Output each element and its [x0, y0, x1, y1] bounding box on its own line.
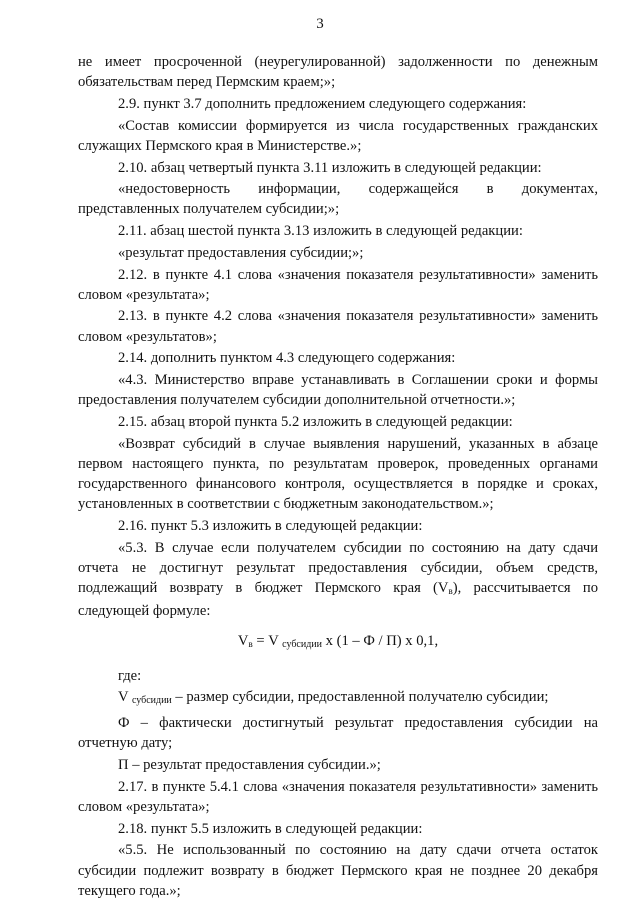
formula	[78, 631, 598, 655]
formula-part: V	[237, 633, 249, 650]
page-number: 3	[316, 16, 324, 32]
paragraph: 2.10. абзац четвертый пункта 3.11 изложить в следующей редакции:	[118, 159, 542, 176]
paragraph: П – результат предоставления субсидии.»;	[118, 757, 381, 773]
paragraph: «Возврат субсидий в случае выявления нарушений, указанных в абзаце первом настоящего пункта, по результатам проверок, проведенных органами государственного финансового контроля, осуществляется в порядке и сроках, установленных в соответствии с бюджетным законодательством.»;	[78, 435, 598, 513]
paragraph: «5.5. Не использованный по состоянию на дату сдачи отчета остаток субсидии подлежит возврату в бюджет Пермского края не позднее 20 декабря текущего года.»;	[78, 842, 598, 899]
paragraph: «4.3. Министерство вправе устанавливать в Соглашении сроки и формы предоставления получателем субсидии дополнительной отчетности.»;	[78, 372, 598, 409]
text-run: V	[118, 689, 132, 706]
paragraph: 2.16. пункт 5.3 изложить в следующей редакции:	[118, 517, 423, 534]
paragraph: 2.14. дополнить пунктом 4.3 следующего содержания:	[118, 350, 456, 367]
paragraph: 2.17. в пункте 5.4.1 слова «значения показателя результативности» заменить словом «результата»;	[78, 778, 598, 815]
paragraph: 2.9. пункт 3.7 дополнить предложением следующего содержания:	[118, 95, 527, 112]
paragraph: 2.12. в пункте 4.1 слова «значения показателя результативности» заменить словом «результата»;	[78, 266, 598, 303]
formula-part: = V	[252, 633, 283, 650]
paragraph: 2.18. пункт 5.5 изложить в следующей редакции:	[118, 820, 423, 837]
paragraph: не имеет просроченной (неурегулированной) задолженности по денежным обязательствам перед Пермским краем;»;	[78, 54, 598, 91]
paragraph: Ф – фактически достигнутый результат предоставления субсидии на отчетную дату;	[78, 715, 598, 752]
paragraph: где:	[118, 667, 142, 684]
text-run: – размер субсидии, предоставленной получателю субсидии;	[171, 689, 549, 706]
text-run: ), рассчитывается по следующей формуле:	[78, 580, 598, 620]
formula-part: x (1 – Ф / П) x 0,1,	[321, 633, 439, 650]
paragraph: «Состав комиссии формируется из числа государственных гражданских служащих Пермского края в Министерстве.»;	[78, 117, 598, 154]
paragraph: 2.11. абзац шестой пункта 3.13 изложить в следующей редакции:	[118, 223, 523, 240]
paragraph: «недостоверность информации, содержащейся в документах, представленных получателем субсидии;»;	[78, 181, 598, 218]
subscript: в	[248, 639, 253, 650]
paragraph: 2.13. в пункте 4.2 слова «значения показателя результативности» заменить словом «результатов»;	[78, 308, 598, 345]
document-body	[78, 52, 598, 902]
subscript: субсидии	[282, 639, 322, 651]
subscript: в	[448, 586, 453, 597]
paragraph	[78, 687, 598, 711]
paragraph: 2.15. абзац второй пункта 5.2 изложить в следующей редакции:	[118, 413, 513, 430]
subscript: субсидии	[131, 695, 172, 707]
text-run: «5.3. В случае если получателем субсидии по состоянию на дату сдачи отчета не достигнут результат предоставления субсидии, объем средств, подлежащий возврату в бюджет Пермского края (V	[78, 539, 598, 597]
paragraph	[78, 538, 598, 622]
paragraph: «результат предоставления субсидии;»;	[118, 244, 364, 261]
